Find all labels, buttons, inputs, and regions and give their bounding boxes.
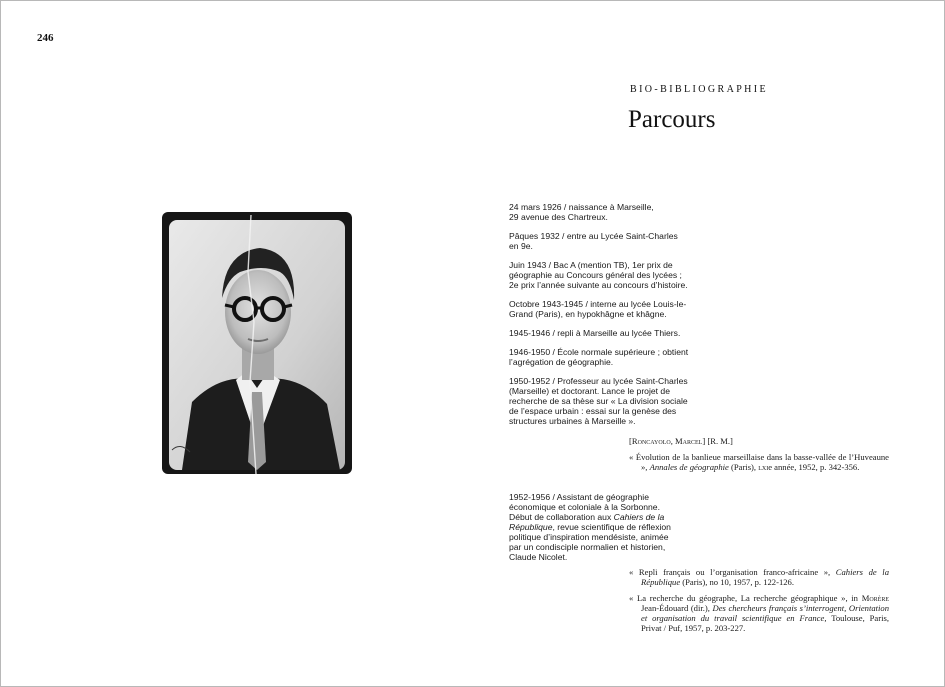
- timeline-entry: 1950-1952 / Professeur au lycée Saint-Charles (Marseille) et doctorant. Lance le projet de recherche de sa thèse sur « La division sociale de l’espace urbain : essai sur la genèse des structures urbaines à Marseille ».: [509, 376, 688, 426]
- portrait-illustration: [162, 212, 352, 474]
- author-name: Roncayolo, Marcel: [631, 436, 703, 446]
- page-title: Parcours: [628, 106, 716, 133]
- timeline: [509, 202, 709, 426]
- bibliography-entry: « Évolution de la banlieue marseillaise dans la basse-vallée de l’Huveaune », Annales de géographie (Paris), lxie année, 1952, p. 342-356.: [629, 452, 889, 472]
- timeline-entry: Octobre 1943-1945 / interne au lycée Louis-le- Grand (Paris), en hypokhâgne et khâgne.: [509, 299, 687, 319]
- bibliography-entry: « Repli français ou l’organisation franco-africaine », Cahiers de la République (Paris), no 10, 1957, p. 122-126.: [629, 567, 889, 587]
- timeline-entry: 1945-1946 / repli à Marseille au lycée Thiers.: [509, 328, 681, 338]
- timeline-continued: [509, 492, 709, 562]
- bibliography-author: [Roncayolo, Marcel] [R. M.]: [629, 436, 733, 446]
- section-label: BIO-BIBLIOGRAPHIE: [630, 84, 769, 95]
- bibliography-block: [629, 436, 889, 472]
- timeline-entry: 24 mars 1926 / naissance à Marseille, 29 avenue des Chartreux.: [509, 202, 654, 222]
- timeline-entry: Juin 1943 / Bac A (mention TB), 1er prix de géographie au Concours général des lycées ; 2e prix l’année suivante au concours d’histoire.: [509, 260, 688, 290]
- timeline-entry: 1946-1950 / École normale supérieure ; obtient l’agrégation de géographie.: [509, 347, 689, 367]
- timeline-entry: 1952-1956 / Assistant de géographie économique et coloniale à la Sorbonne. Début de collaboration aux Cahiers de la République, revue scientifique de réflexion politique d’inspiration mendésiste, animée par un condisciple normalien et historien, Claude Nicolet.: [509, 492, 671, 562]
- page-number: 246: [37, 32, 54, 44]
- bibliography-block: [629, 567, 889, 633]
- portrait-photo: [162, 212, 352, 474]
- author-initials: [R. M.]: [705, 436, 733, 446]
- timeline-entry: Pâques 1932 / entre au Lycée Saint-Charles en 9e.: [509, 231, 678, 251]
- bibliography-entry: « La recherche du géographe, La recherche géographique », in Morère Jean-Édouard (dir.), Des chercheurs français s’interrogent, Orientation et organisation du travail scientifique en France, Toulouse, Paris, Privat / Puf, 1957, p. 203-227.: [629, 593, 890, 633]
